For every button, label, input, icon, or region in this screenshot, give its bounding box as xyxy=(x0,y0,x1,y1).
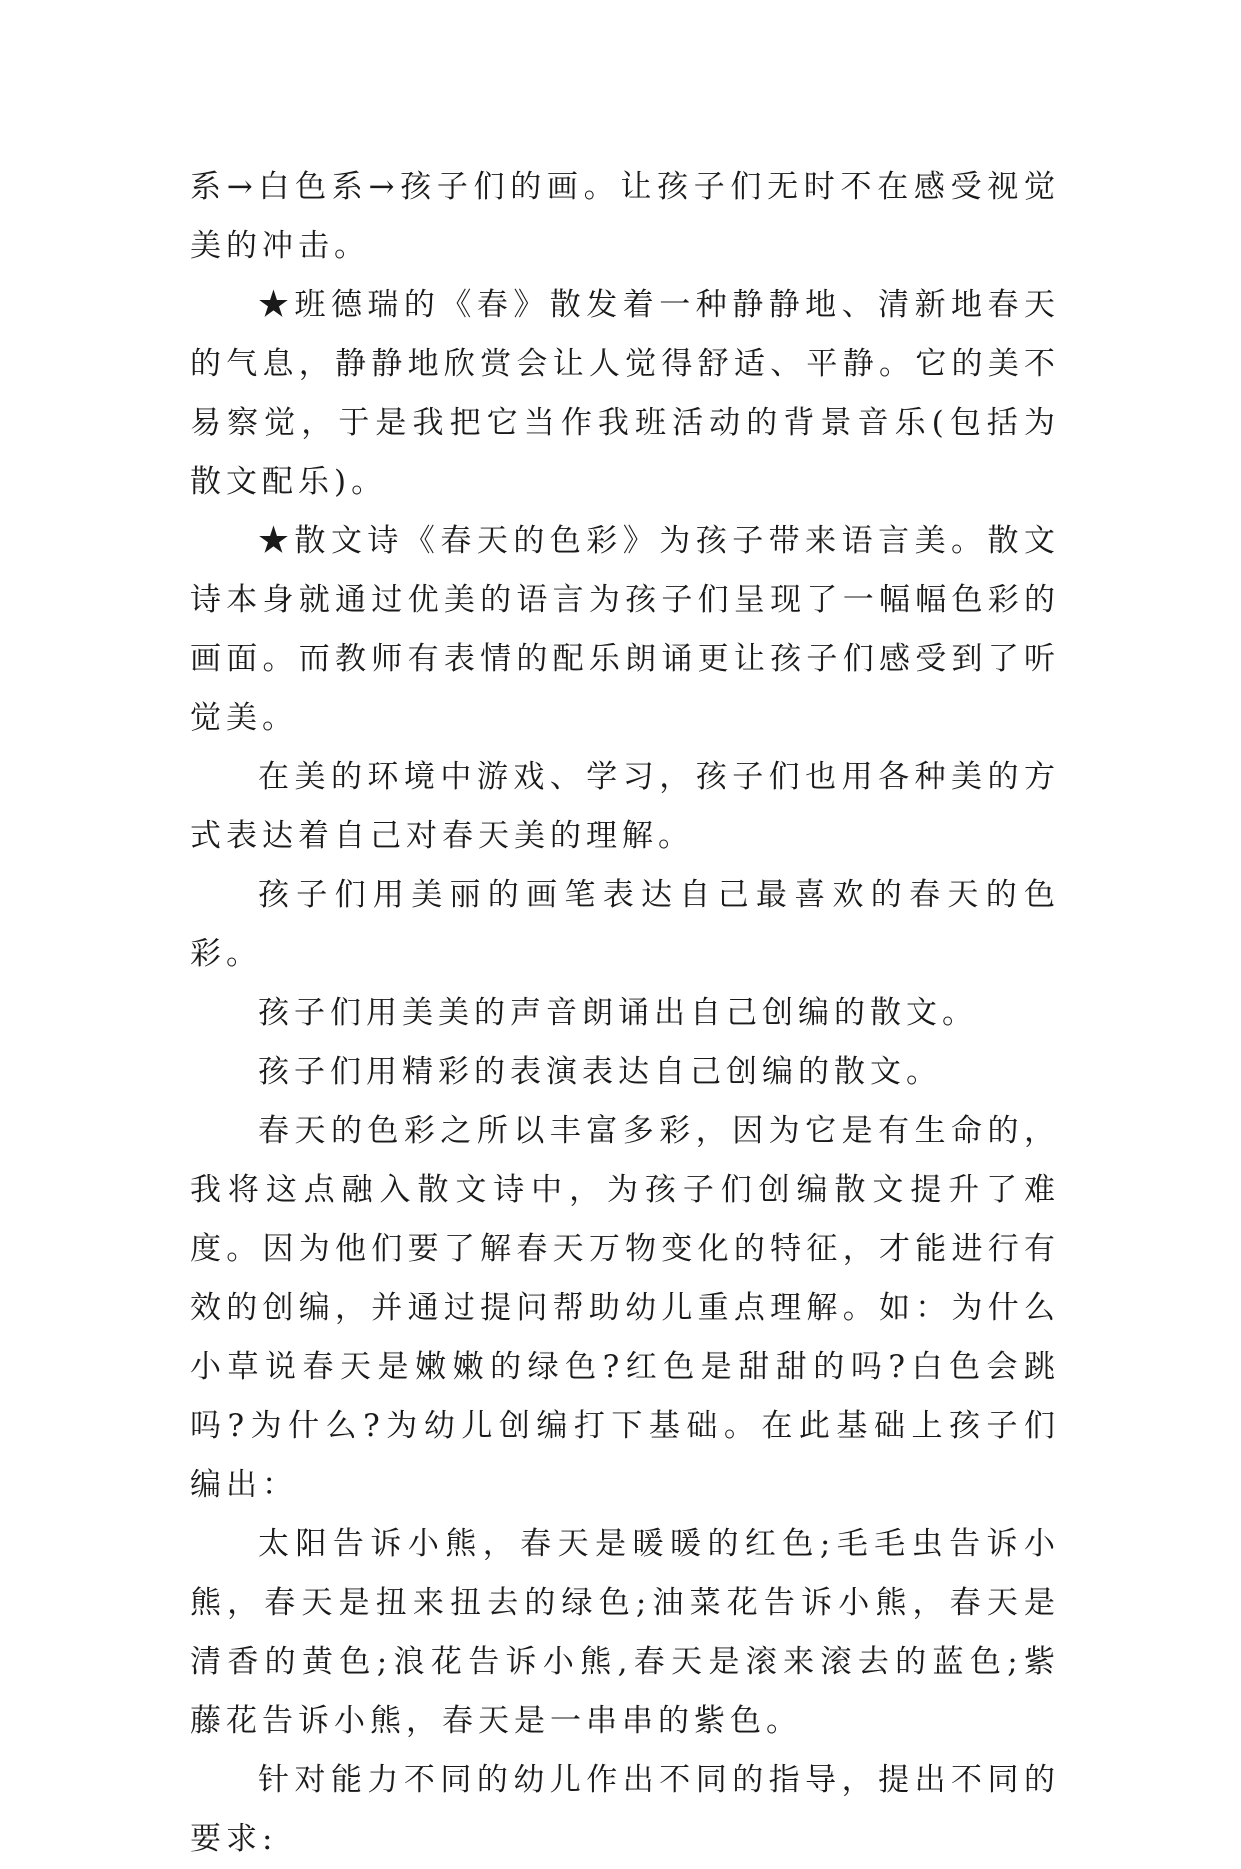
paragraph-5: 孩子们用美丽的画笔表达自己最喜欢的春天的色彩。 xyxy=(190,877,1060,972)
paragraph-10: 针对能力不同的幼儿作出不同的指导，提出不同的要求: xyxy=(190,1762,1060,1857)
paragraph-8: 春天的色彩之所以丰富多彩，因为它是有生命的，我将这点融入散文诗中，为孩子们创编散文提升了难度。因为他们要了解春天万物变化的特征，才能进行有效的创编，并通过提问帮助幼儿重点理解。如：为什么小草说春天是嫩嫩的绿色?红色是甜甜的吗?白色会跳吗?为什么?为幼儿创编打下基础。在此基础上孩子们编出： xyxy=(190,1113,1060,1503)
paragraph-7: 孩子们用精彩的表演表达自己创编的散文。 xyxy=(258,1054,942,1090)
paragraph-9: 太阳告诉小熊，春天是暖暖的红色;毛毛虫告诉小熊，春天是扭来扭去的绿色;油菜花告诉小熊，春天是清香的黄色;浪花告诉小熊,春天是滚来滚去的蓝色;紫藤花告诉小熊，春天是一串串的紫色。 xyxy=(190,1526,1060,1739)
paragraph-2: ★班德瑞的《春》散发着一种静静地、清新地春天的气息，静静地欣赏会让人觉得舒适、平静。它的美不易察觉，于是我把它当作我班活动的背景音乐(包括为散文配乐)。 xyxy=(190,287,1060,500)
paragraph-4: 在美的环境中游戏、学习，孩子们也用各种美的方式表达着自己对春天美的理解。 xyxy=(190,759,1060,854)
paragraph-6: 孩子们用美美的声音朗诵出自己创编的散文。 xyxy=(258,995,978,1031)
paragraph-3: ★散文诗《春天的色彩》为孩子带来语言美。散文诗本身就通过优美的语言为孩子们呈现了一幅幅色彩的画面。而教师有表情的配乐朗诵更让孩子们感受到了听觉美。 xyxy=(190,523,1060,736)
document-body xyxy=(190,158,1060,1869)
paragraph-1: 系→白色系→孩子们的画。让孩子们无时不在感受视觉美的冲击。 xyxy=(190,169,1060,264)
